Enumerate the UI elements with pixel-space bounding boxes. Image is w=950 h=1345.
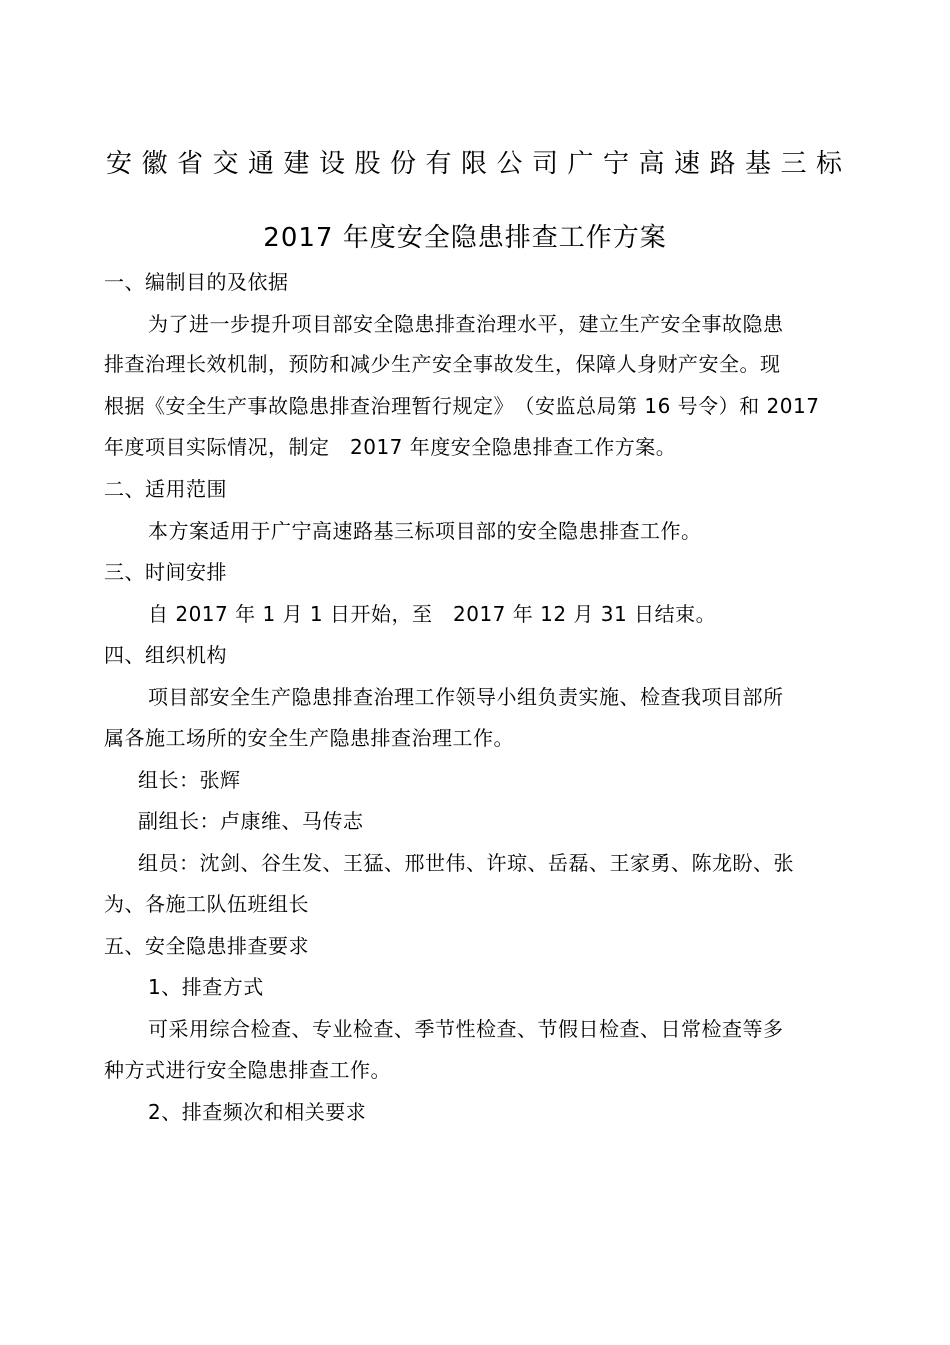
subsection-heading-method: 1、排查方式 [148,975,264,999]
section-heading-schedule: 三、时间安排 [104,560,227,584]
paragraph-line: 自 2017 年 1 月 1 日开始，至 2017 年 12 月 31 日结束。 [148,602,717,626]
section-heading-requirements: 五、安全隐患排查要求 [104,934,309,958]
document-title-line2: 2017 年度安全隐患排查工作方案 [263,223,667,253]
paragraph-line: 本方案适用于广宁高速路基三标项目部的安全隐患排查工作。 [148,519,702,543]
section-heading-scope: 二、适用范围 [104,477,227,501]
paragraph-line: 可采用综合检查、专业检查、季节性检查、节假日检查、日常检查等多 [148,1017,784,1041]
section-heading-organization: 四、组织机构 [104,643,227,667]
section-heading-purpose: 一、编制目的及依据 [104,270,289,294]
document-title-line1: 安徽省交通建设股份有限公司广宁高速路基三标 [106,149,852,179]
paragraph-line: 属各施工场所的安全生产隐患排查治理工作。 [104,726,514,750]
group-members-continued: 为、各施工队伍班组长 [104,892,309,916]
paragraph-line: 为了进一步提升项目部安全隐患排查治理水平，建立生产安全事故隐患 [148,312,784,336]
paragraph-line: 项目部安全生产隐患排查治理工作领导小组负责实施、检查我项目部所 [148,685,784,709]
paragraph-line: 年度项目实际情况，制定 2017 年度安全隐患排查工作方案。 [104,435,677,459]
group-vice-leader: 副组长：卢康维、马传志 [138,809,364,833]
paragraph-line: 排查治理长效机制，预防和减少生产安全事故发生，保障人身财产安全。现 [104,352,781,376]
paragraph-line: 种方式进行安全隐患排查工作。 [104,1058,391,1082]
paragraph-line: 根据《安全生产事故隐患排查治理暂行规定》 （安监总局第 16 号令）和 2017 [104,394,820,418]
group-members: 组员：沈剑、谷生发、王猛、邢世伟、许琼、岳磊、王家勇、陈龙盼、张 [138,851,794,875]
subsection-heading-frequency: 2、排查频次和相关要求 [148,1100,367,1124]
group-leader: 组长：张辉 [138,768,241,792]
